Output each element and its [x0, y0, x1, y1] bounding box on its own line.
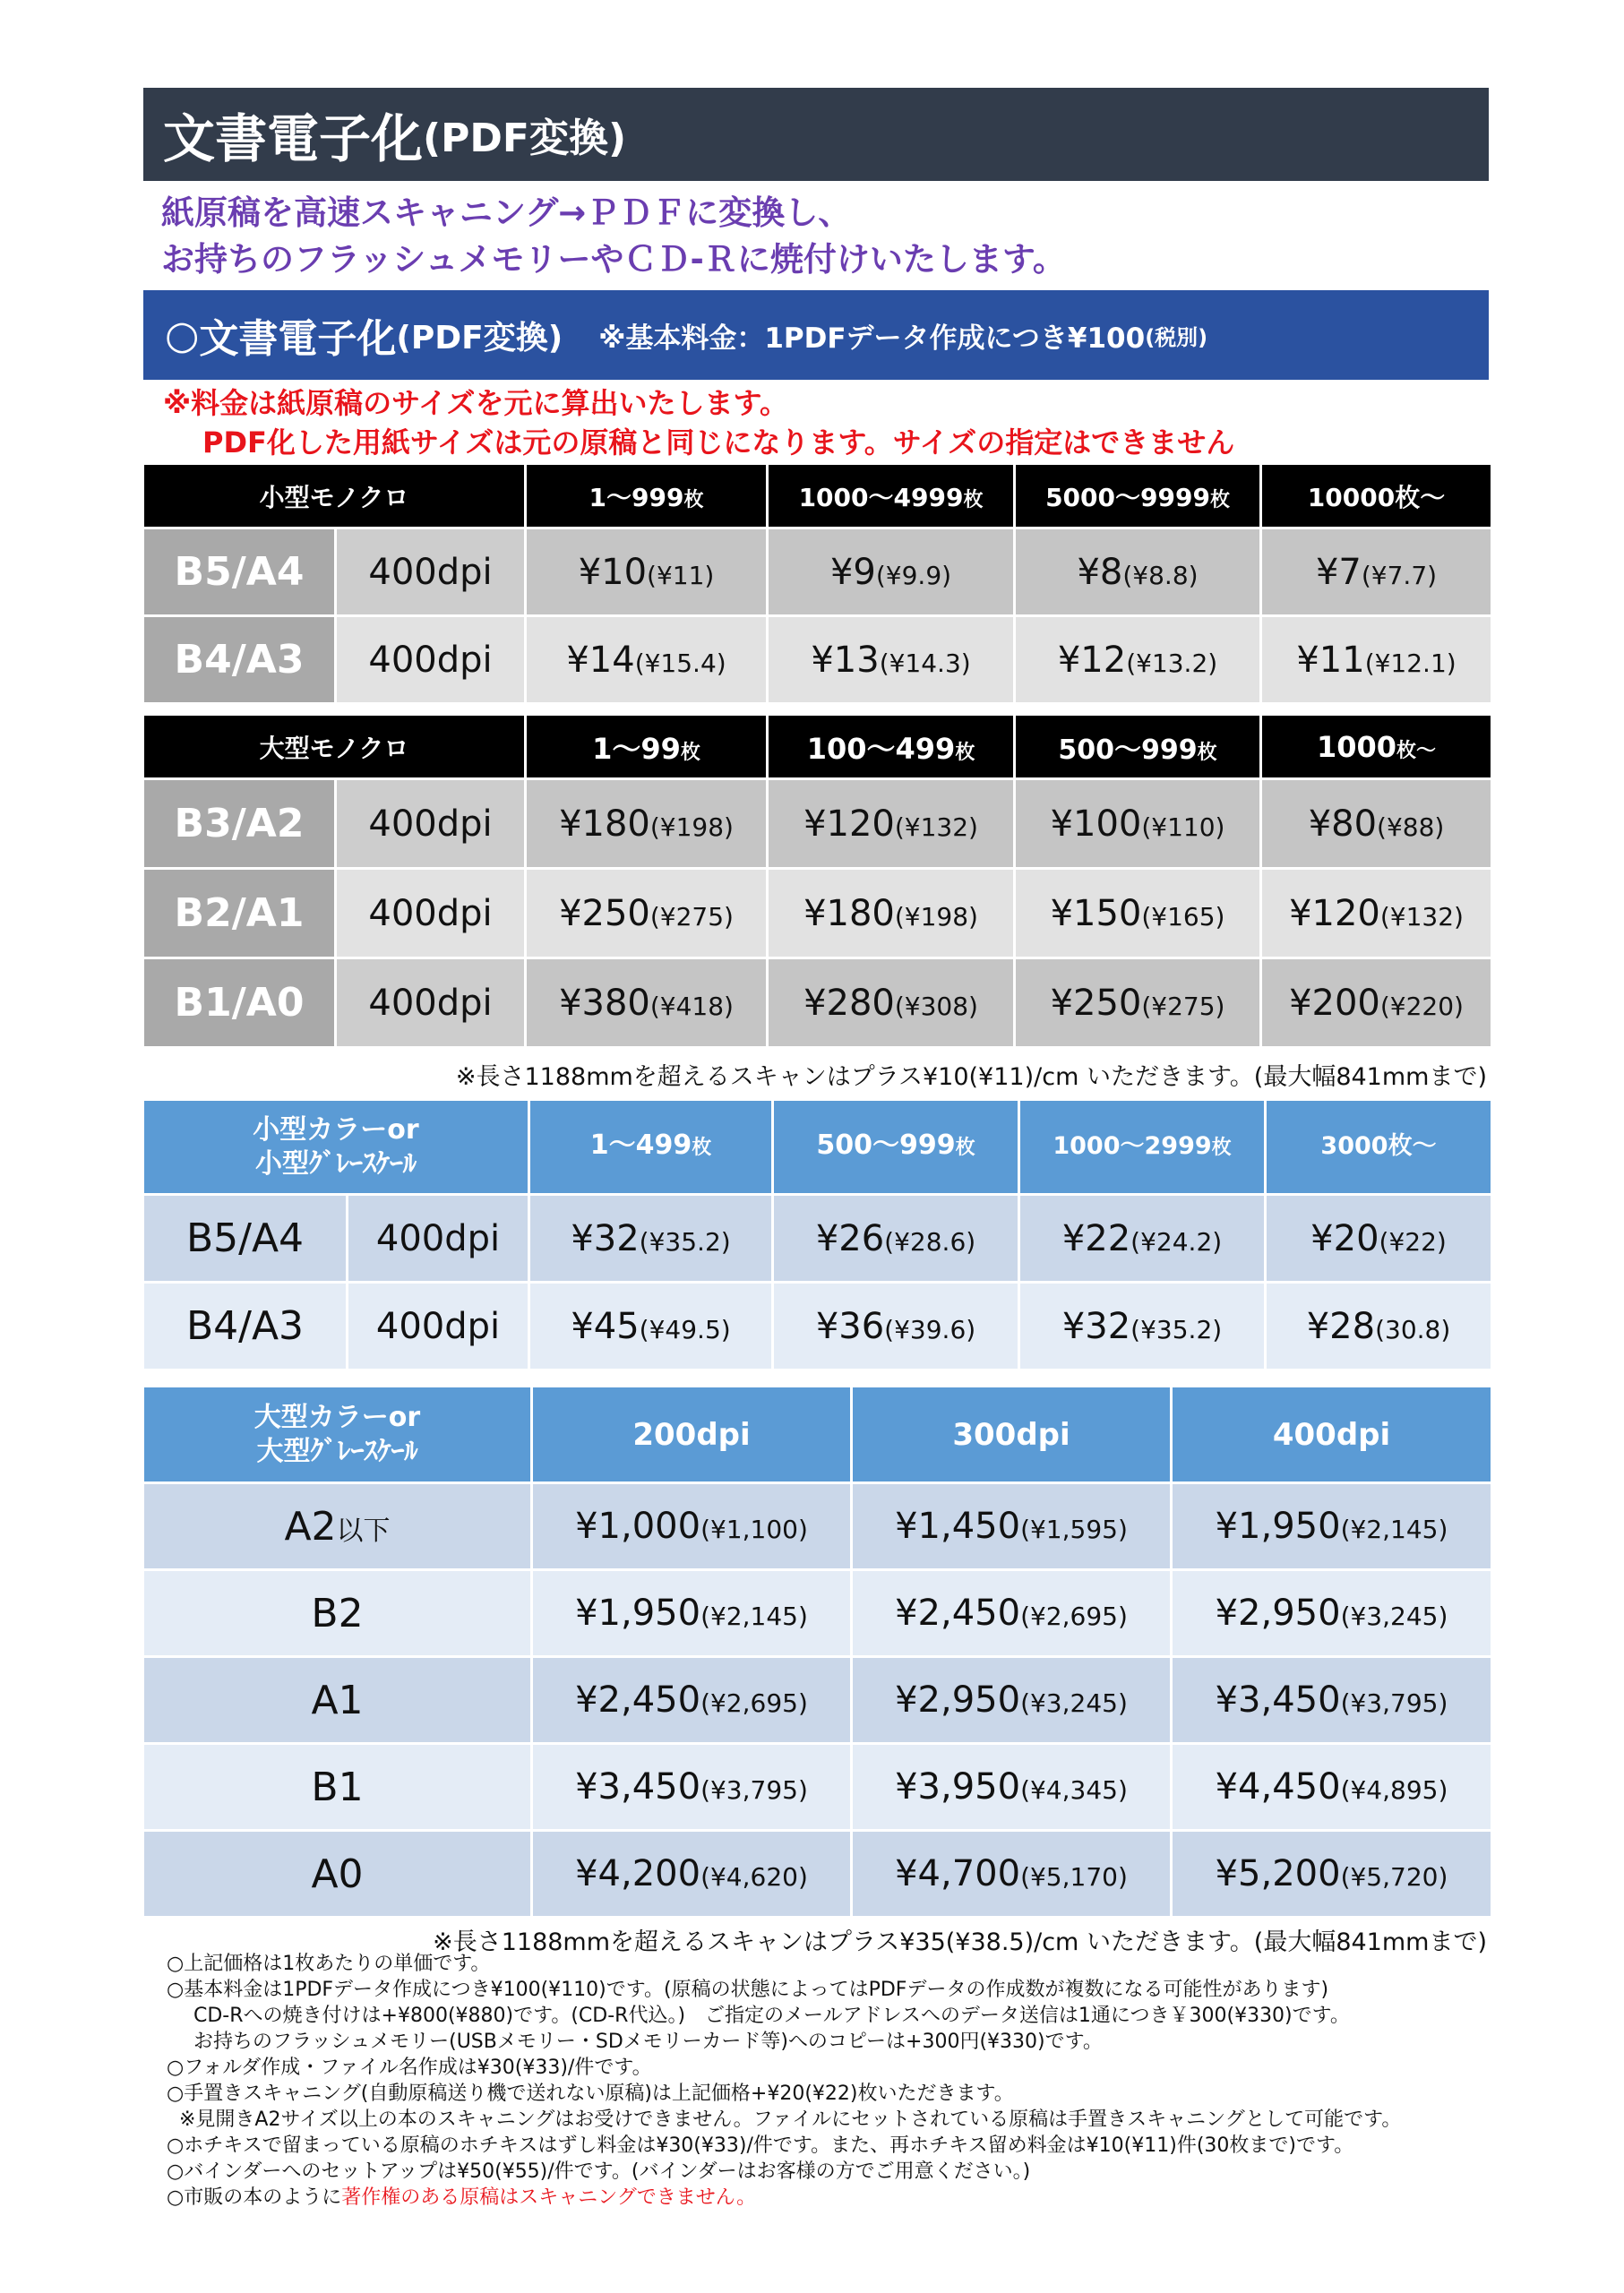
circle-icon: ○: [165, 312, 200, 358]
warning-line-1: ※料金は紙原稿のサイズを元に算出いたします。: [163, 386, 788, 420]
footnote-line: お持ちのフラッシュメモリー(USBメモリー・SDメモリーカード等)へのコピーは+300円(¥330)です。: [193, 2031, 1103, 2053]
price-cell: ¥120(¥132): [1261, 869, 1492, 958]
table-row: [143, 1283, 1492, 1370]
page-title-sub: (PDF変換): [423, 116, 627, 161]
size-label: A1: [143, 1657, 532, 1744]
table-row: [143, 1831, 1492, 1918]
size-label: A0: [143, 1831, 532, 1918]
table-header-title: 大型カラーor 大型ｸﾞﾚｰｽｹｰﾙ: [143, 1387, 532, 1483]
dpi-label: 400dpi: [348, 1283, 529, 1370]
price-cell: ¥250(¥275): [526, 869, 768, 958]
footnote-line: ○フォルダ作成・ファイル名作成は¥30(¥33)/件です。: [167, 2057, 652, 2079]
table-row: [143, 1744, 1492, 1831]
dpi-label: 400dpi: [348, 1195, 529, 1283]
price-cell: ¥180(¥198): [526, 779, 768, 869]
page-title-banner: [143, 88, 1489, 181]
price-cell: ¥36(¥39.6): [773, 1283, 1019, 1370]
section-title-sub: (PDF変換): [396, 319, 563, 356]
copyright-warning: 著作権のある原稿はスキャニングできません。: [341, 2186, 757, 2209]
price-cell: ¥32(¥35.2): [1019, 1283, 1266, 1370]
price-cell: ¥32(¥35.2): [529, 1195, 773, 1283]
price-cell: ¥250(¥275): [1015, 958, 1261, 1048]
table-header-row: [143, 1387, 1492, 1483]
size-label: B4/A3: [143, 1283, 348, 1370]
footnote-line: ○市販の本のように著作権のある原稿はスキャニングできません。: [167, 2186, 757, 2209]
footnote-line: ○ホチキスで留まっている原稿のホチキスはずし料金は¥30(¥33)/件です。また、再ホチキス留め料金は¥10(¥11)件(30枚まで)です。: [167, 2134, 1354, 2157]
table-header-row: [143, 715, 1492, 779]
price-cell: ¥26(¥28.6): [773, 1195, 1019, 1283]
intro-text: [161, 190, 1066, 283]
col-header: 200dpi: [532, 1387, 852, 1483]
price-cell: ¥2,950(¥3,245): [1172, 1570, 1492, 1657]
mono-large-note: ※長さ1188mmを超えるスキャンはプラス¥10(¥11)/cm いただきます。(最大幅841mmまで): [455, 1063, 1487, 1091]
mono-small-table: [142, 462, 1493, 705]
price-cell: ¥5,200(¥5,720): [1172, 1831, 1492, 1918]
dpi-label: 400dpi: [336, 869, 526, 958]
color-large-note: ※長さ1188mmを超えるスキャンはプラス¥35(¥38.5)/cm いただきます。(最大幅841mmまで): [433, 1928, 1487, 1956]
col-header: 500～999枚: [773, 1100, 1019, 1195]
price-cell: ¥4,450(¥4,895): [1172, 1744, 1492, 1831]
price-cell: ¥3,450(¥3,795): [1172, 1657, 1492, 1744]
col-header: 100～499枚: [768, 715, 1015, 779]
price-cell: ¥180(¥198): [768, 869, 1015, 958]
table-header-row: [143, 464, 1492, 528]
price-cell: ¥10(¥11): [526, 528, 768, 616]
size-label: B5/A4: [143, 528, 336, 616]
price-cell: ¥2,450(¥2,695): [532, 1657, 852, 1744]
price-cell: ¥11(¥12.1): [1261, 616, 1492, 704]
col-header: 3000枚～: [1266, 1100, 1492, 1195]
size-label: B3/A2: [143, 779, 336, 869]
table-row: [143, 1657, 1492, 1744]
dpi-label: 400dpi: [336, 528, 526, 616]
mono-large-table: [142, 713, 1493, 1049]
col-header: 400dpi: [1172, 1387, 1492, 1483]
price-cell: ¥380(¥418): [526, 958, 768, 1048]
table-row: [143, 869, 1492, 958]
table-row: [143, 1195, 1492, 1283]
col-header: 1000～4999枚: [768, 464, 1015, 528]
size-label: B1/A0: [143, 958, 336, 1048]
dpi-label: 400dpi: [336, 958, 526, 1048]
col-header: 1000枚～: [1261, 715, 1492, 779]
size-label: B2: [143, 1570, 532, 1657]
col-header: 5000～9999枚: [1015, 464, 1261, 528]
price-cell: ¥2,450(¥2,695): [852, 1570, 1172, 1657]
price-cell: ¥13(¥14.3): [768, 616, 1015, 704]
footnote-line: CD-Rへの焼き付けは+¥800(¥880)です。(CD-R代込。) ご指定のメールアドレスへのデータ送信は1通につき￥300(¥330)です。: [193, 2005, 1350, 2027]
price-cell: ¥1,950(¥2,145): [532, 1570, 852, 1657]
price-cell: ¥8(¥8.8): [1015, 528, 1261, 616]
intro-line-2: お持ちのフラッシュメモリーやＣＤ-Ｒに焼付けいたします。: [161, 240, 1066, 279]
warning-line-2: PDF化した用紙サイズは元の原稿と同じになります。サイズの指定はできません: [202, 425, 1235, 459]
price-cell: ¥1,450(¥1,595): [852, 1483, 1172, 1570]
price-cell: ¥4,700(¥5,170): [852, 1831, 1172, 1918]
page-title: 文書電子化: [163, 108, 424, 169]
footnote-line: ○手置きスキャニング(自動原稿送り機で送れない原稿)は上記価格+¥20(¥22)枚いただきます。: [167, 2083, 1014, 2105]
footnotes: [167, 1951, 1401, 2211]
price-cell: ¥3,950(¥4,345): [852, 1744, 1172, 1831]
price-cell: ¥280(¥308): [768, 958, 1015, 1048]
table-row: [143, 958, 1492, 1048]
table-row: [143, 1483, 1492, 1570]
price-cell: ¥1,950(¥2,145): [1172, 1483, 1492, 1570]
price-cell: ¥150(¥165): [1015, 869, 1261, 958]
section-title: 文書電子化: [199, 316, 397, 362]
table-row: [143, 528, 1492, 616]
base-fee-note: ※基本料金：1PDFデータ作成につき¥100: [598, 322, 1146, 355]
price-cell: ¥80(¥88): [1261, 779, 1492, 869]
col-header: 500～999枚: [1015, 715, 1261, 779]
col-header: 1～999枚: [526, 464, 768, 528]
table-row: [143, 616, 1492, 704]
table-row: [143, 779, 1492, 869]
intro-line-1: 紙原稿を高速スキャニング→ＰＤＦに変換し、: [161, 193, 852, 232]
color-large-table: [142, 1385, 1493, 1919]
footnote-line: ○バインダーへのセットアップは¥50(¥55)/件です。(バインダーはお客様の方でご用意ください。): [167, 2160, 1031, 2183]
warning-text: [163, 383, 1234, 462]
price-cell: ¥2,950(¥3,245): [852, 1657, 1172, 1744]
price-cell: ¥4,200(¥4,620): [532, 1831, 852, 1918]
color-small-table: [142, 1098, 1493, 1371]
table-header-title: 大型モノクロ: [143, 715, 526, 779]
price-cell: ¥12(¥13.2): [1015, 616, 1261, 704]
price-cell: ¥200(¥220): [1261, 958, 1492, 1048]
price-cell: ¥20(¥22): [1266, 1195, 1492, 1283]
price-cell: ¥45(¥49.5): [529, 1283, 773, 1370]
price-cell: ¥3,450(¥3,795): [532, 1744, 852, 1831]
tax-note: (税別): [1145, 324, 1208, 350]
col-header: 1～499枚: [529, 1100, 773, 1195]
col-header: 1000～2999枚: [1019, 1100, 1266, 1195]
price-cell: ¥22(¥24.2): [1019, 1195, 1266, 1283]
dpi-label: 400dpi: [336, 616, 526, 704]
price-cell: ¥1,000(¥1,100): [532, 1483, 852, 1570]
price-cell: ¥9(¥9.9): [768, 528, 1015, 616]
table-header-row: [143, 1100, 1492, 1195]
section-header: [143, 290, 1489, 380]
size-label: B4/A3: [143, 616, 336, 704]
dpi-label: 400dpi: [336, 779, 526, 869]
col-header: 300dpi: [852, 1387, 1172, 1483]
col-header: 10000枚～: [1261, 464, 1492, 528]
size-label: B5/A4: [143, 1195, 348, 1283]
footnote-line: ※見開きA2サイズ以上の本のスキャニングはお受けできません。ファイルにセットされている原稿は手置きスキャニングとして可能です。: [179, 2108, 1402, 2131]
table-header-title: 小型モノクロ: [143, 464, 526, 528]
table-header-title: 小型カラーor 小型ｸﾞﾚｰｽｹｰﾙ: [143, 1100, 529, 1195]
footnote-line: ○基本料金は1PDFデータ作成につき¥100(¥110)です。(原稿の状態によってはPDFデータの作成数が複数になる可能性があります): [167, 1979, 1329, 2001]
price-cell: ¥14(¥15.4): [526, 616, 768, 704]
price-cell: ¥120(¥132): [768, 779, 1015, 869]
table-row: [143, 1570, 1492, 1657]
price-cell: ¥100(¥110): [1015, 779, 1261, 869]
col-header: 1～99枚: [526, 715, 768, 779]
size-label: B1: [143, 1744, 532, 1831]
price-cell: ¥7(¥7.7): [1261, 528, 1492, 616]
footnote-line: ○上記価格は1枚あたりの単価です。: [167, 1953, 491, 1975]
size-label: B2/A1: [143, 869, 336, 958]
price-cell: ¥28(30.8): [1266, 1283, 1492, 1370]
size-label: A2以下: [143, 1483, 532, 1570]
